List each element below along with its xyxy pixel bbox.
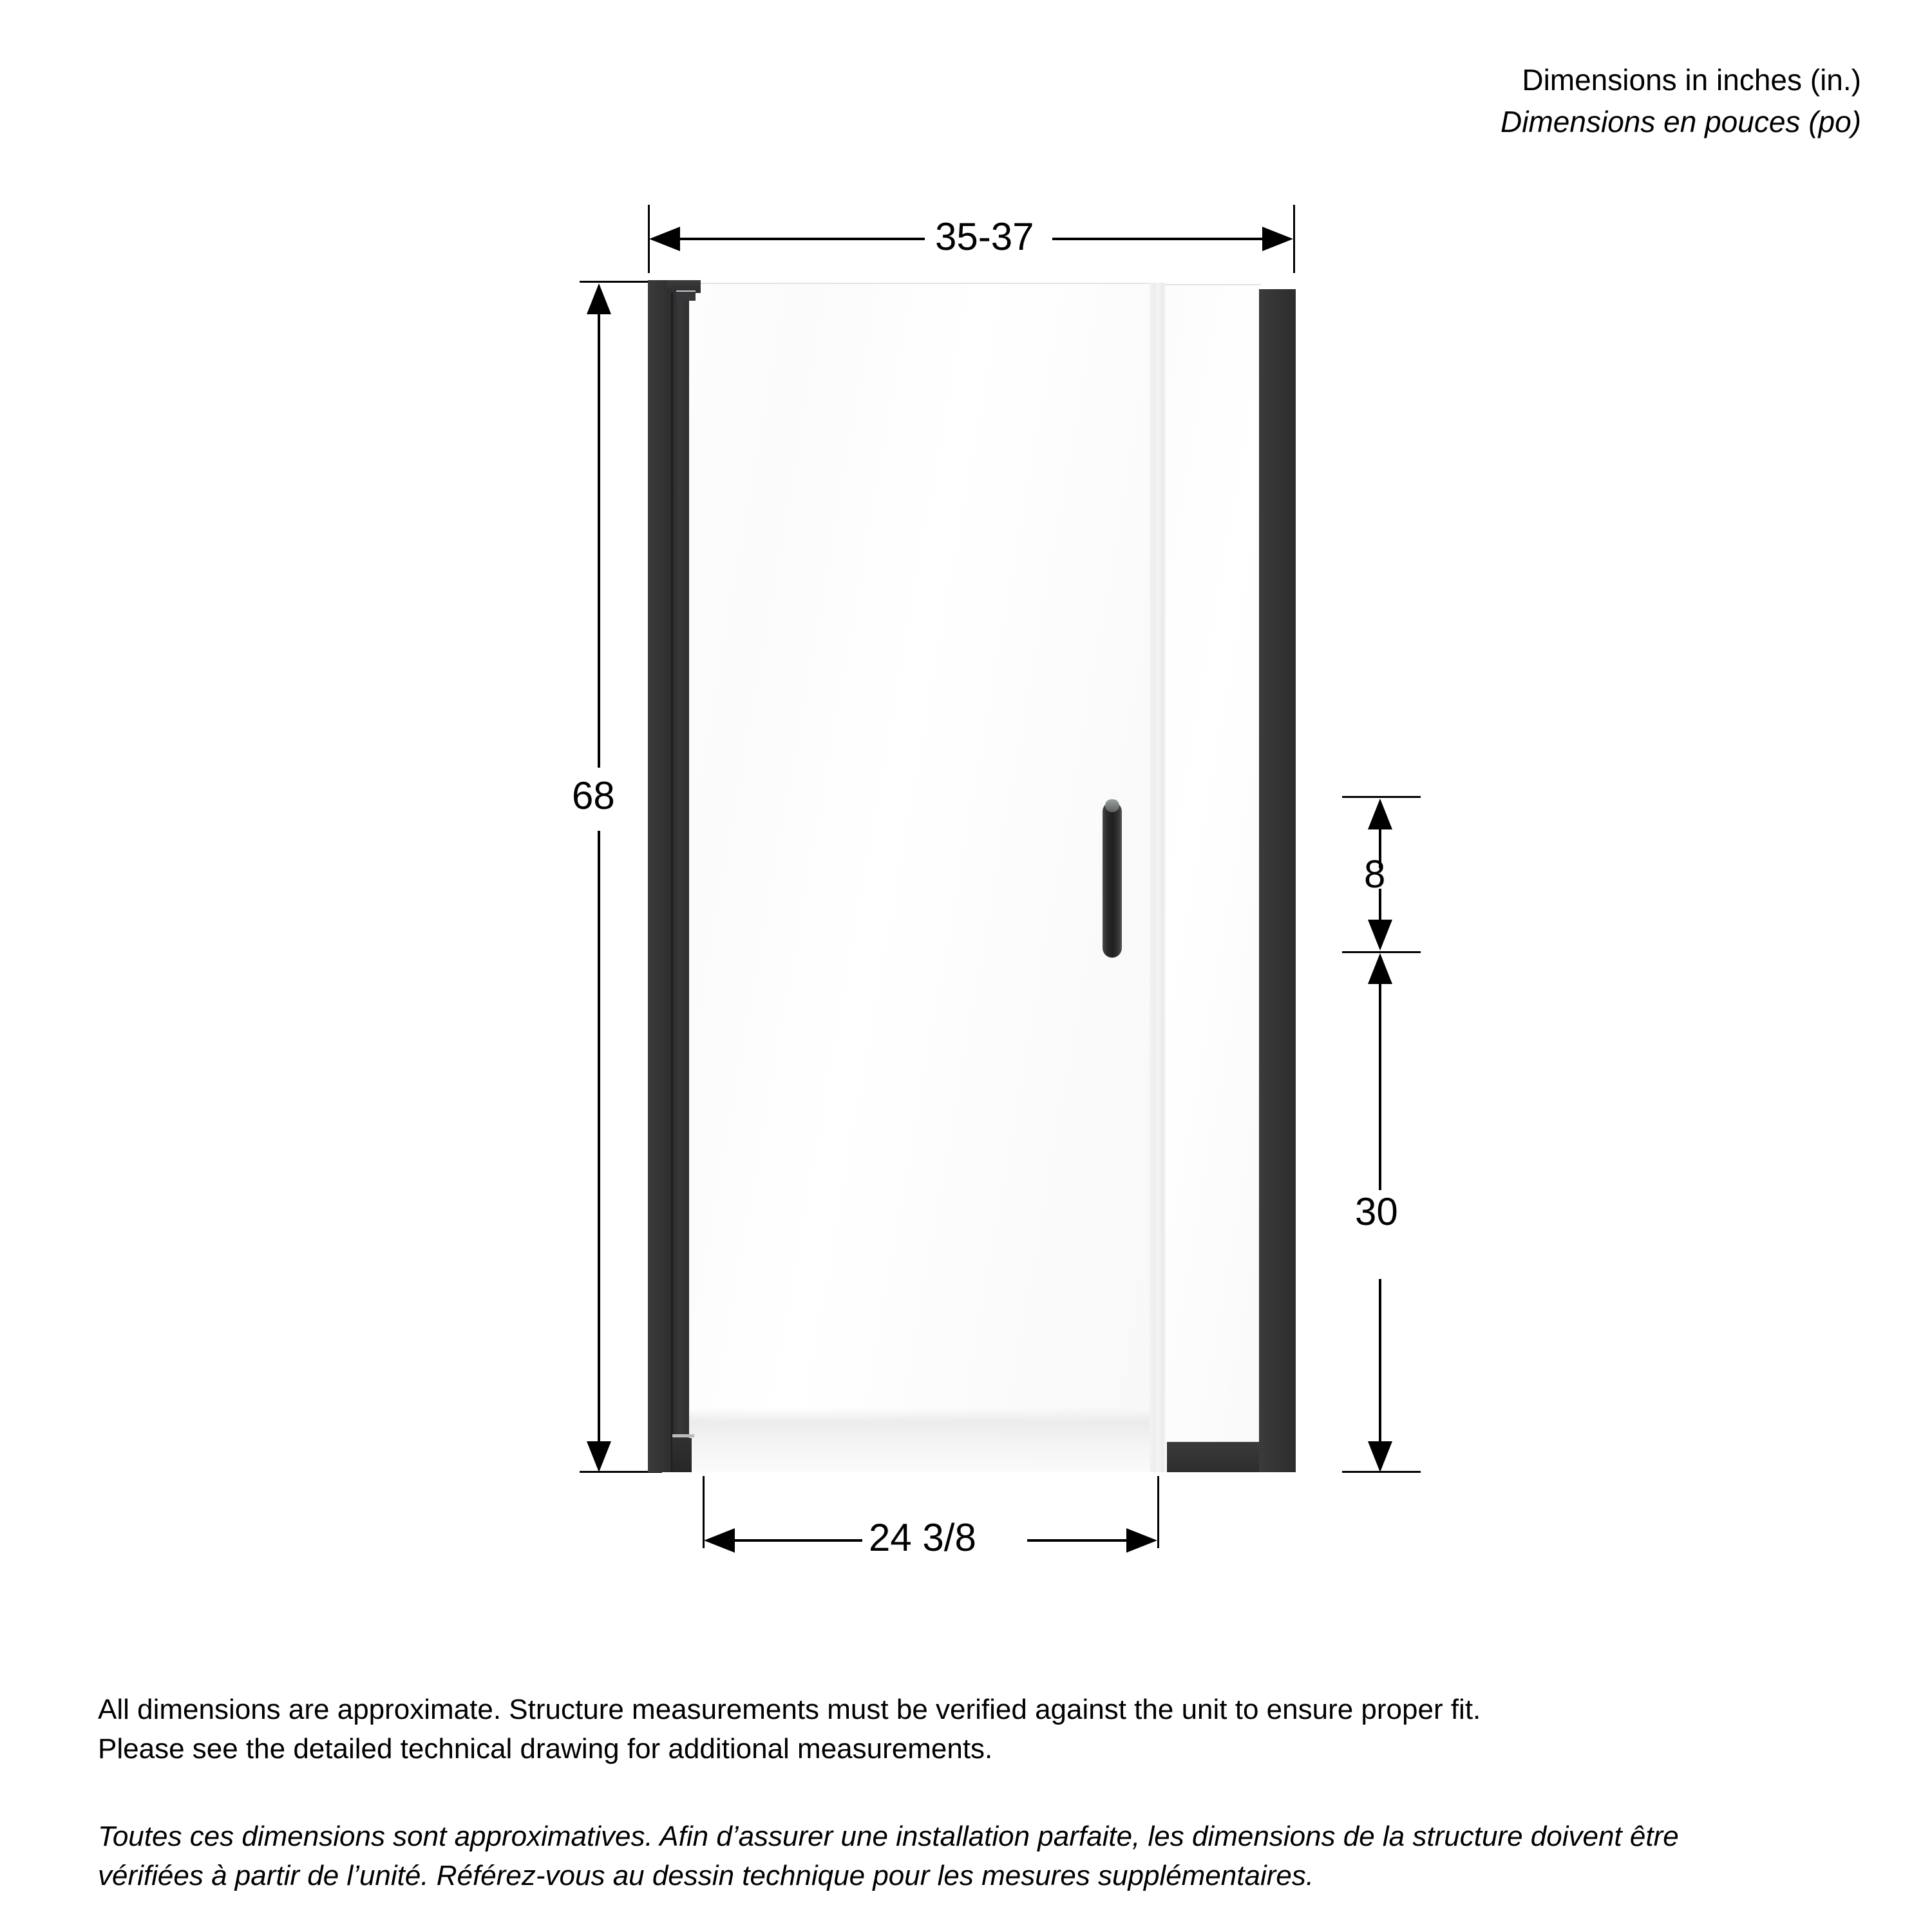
door-width-arrowhead-left [704,1528,735,1553]
bottom-hinge-shim [672,1434,694,1437]
door-width-extension-line-right [1157,1476,1159,1548]
upper-right-extension-line-top [1342,796,1421,798]
shower-door-assembly [648,280,1296,1472]
footer-note-english-line-2: Please see the detailed technical drawing for additional measurements. [98,1732,993,1765]
left-frame-post-seam [671,289,673,1472]
left-frame-post-outer [648,280,672,1472]
width-dimension-label: 35-37 [935,215,1034,258]
width-arrowhead-left [649,227,680,251]
height-dimension-label: 68 [572,774,615,817]
bottom-sweep [1167,1442,1261,1472]
units-header-french: Dimensions en pouces (po) [1501,104,1861,138]
width-dimension-line-right-segment [1052,238,1262,240]
lower-right-arrowhead-top [1368,953,1392,984]
door-width-dimension-line-left-segment [734,1539,862,1542]
units-header-english: Dimensions in inches (in.) [1522,63,1861,97]
lower-right-arrowhead-bottom [1368,1441,1392,1472]
footer-note-english [98,1690,1837,1768]
left-frame-post-inner [672,288,689,1472]
footer-note-french [98,1817,1837,1895]
height-dimension-line-lower [598,831,600,1444]
door-width-dimension-label: 24 3/8 [869,1516,976,1559]
footer-note-french-line-1: Toutes ces dimensions sont approximatives. Afin d’assurer une installation parfaite, les dimensions de la structure doivent être [98,1821,1679,1853]
width-extension-line-right [1293,205,1295,273]
door-width-arrowhead-right [1126,1528,1157,1553]
door-handle [1103,802,1122,958]
width-arrowhead-right [1262,227,1293,251]
fixed-glass-panel [1166,284,1261,1472]
right-frame-post [1259,289,1296,1472]
lower-right-dimension-line-top [1379,983,1381,1190]
lower-right-dimension-label: 30 [1355,1190,1398,1233]
upper-right-dimension-label: 8 [1364,853,1386,896]
height-dimension-line-upper [598,313,600,768]
footer-note-english-line-1: All dimensions are approximate. Structure measurements must be verified against the unit to ensure proper fit. [98,1694,1481,1725]
lower-right-dimension-line-bottom [1379,1279,1381,1441]
door-handle-cap [1105,799,1119,812]
height-arrowhead-bottom [587,1441,611,1472]
upper-right-arrowhead-bottom [1368,920,1392,951]
door-width-dimension-line-right-segment [1027,1539,1126,1542]
glass-seam [1150,283,1166,1472]
footer-note-french-line-2: vérifiées à partir de l’unité. Référez-vous au dessin technique pour les mesures supplémentaires. [98,1860,1314,1892]
footer-notes [98,1690,1837,1896]
width-dimension-line-left-segment [679,238,925,240]
bottom-hinge-shoe [672,1438,692,1472]
door-glass-panel [687,283,1155,1472]
upper-right-arrowhead-top [1368,799,1392,829]
height-arrowhead-top [587,283,611,314]
top-hinge-pin [676,290,696,301]
